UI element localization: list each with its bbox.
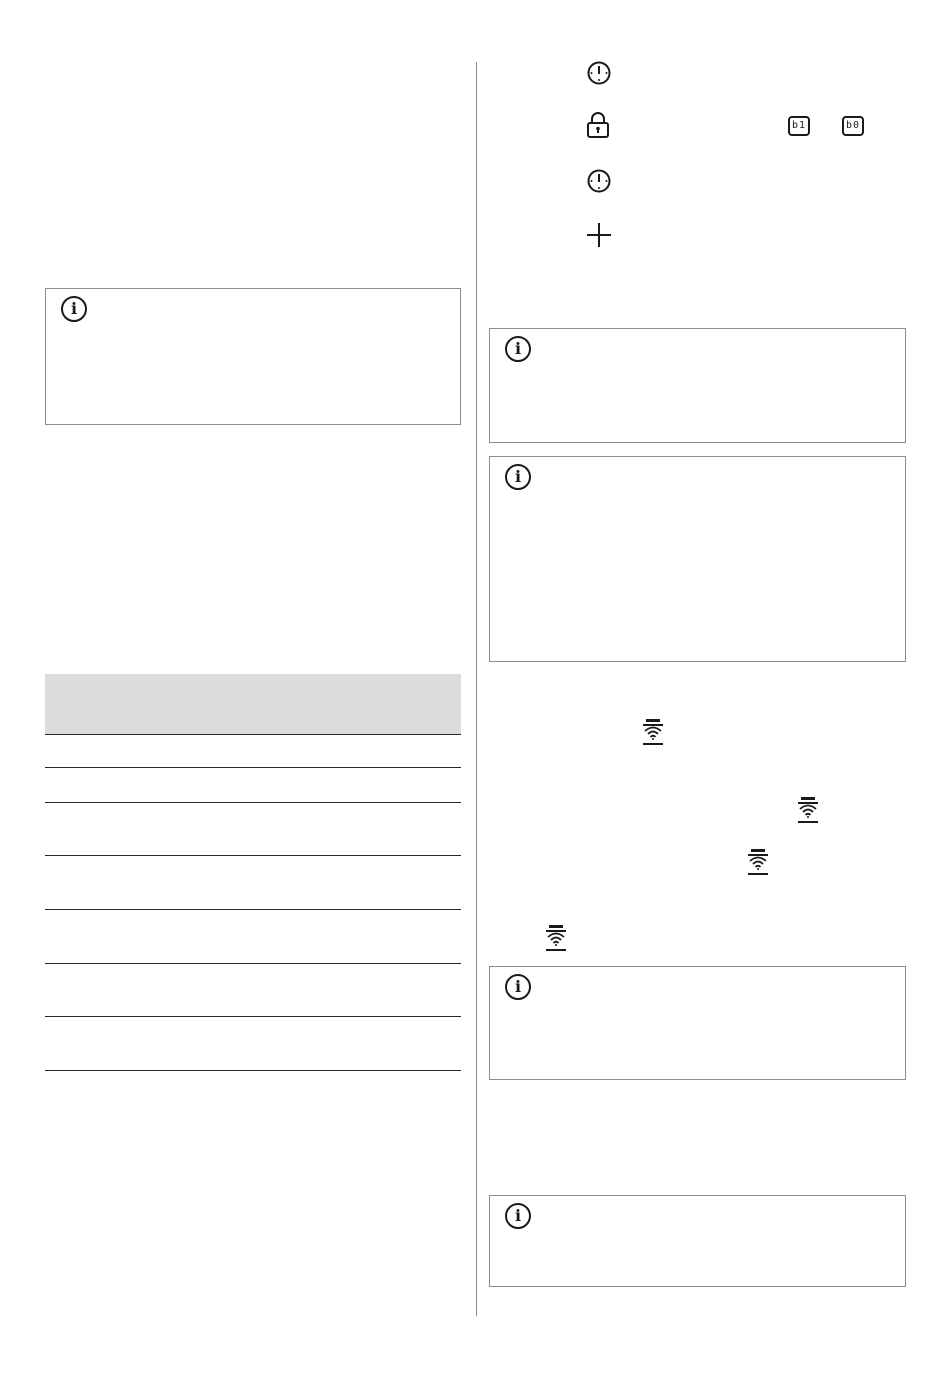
- display-code-b0: b0: [842, 116, 864, 136]
- hob2hood-wifi-icon: [544, 924, 568, 952]
- table-row-divider: [45, 734, 461, 735]
- info-icon: i: [505, 336, 531, 362]
- info-note-left: [45, 288, 461, 425]
- info-note-right-2: [489, 456, 906, 662]
- display-code-b1: b1: [788, 116, 810, 136]
- table-header: [45, 674, 461, 734]
- clock-timer-icon: [586, 168, 612, 194]
- clock-timer-icon: [586, 60, 612, 86]
- info-icon: i: [505, 974, 531, 1000]
- table-row-divider: [45, 1070, 461, 1071]
- info-icon: i: [505, 464, 531, 490]
- table-row-divider: [45, 909, 461, 910]
- hob2hood-wifi-icon: [746, 848, 770, 876]
- info-icon: i: [61, 296, 87, 322]
- info-note-right-3: [489, 966, 906, 1080]
- table-row-divider: [45, 963, 461, 964]
- table-row-divider: [45, 767, 461, 768]
- padlock-icon: [586, 112, 610, 140]
- table-row-divider: [45, 802, 461, 803]
- info-note-right-4: [489, 1195, 906, 1287]
- info-note-right-1: [489, 328, 906, 443]
- hob2hood-wifi-icon: [796, 796, 820, 824]
- table-row-divider: [45, 1016, 461, 1017]
- plus-icon: [586, 222, 612, 248]
- hob2hood-wifi-icon: [641, 718, 665, 746]
- column-divider: [476, 62, 477, 1316]
- info-icon: i: [505, 1203, 531, 1229]
- table-row-divider: [45, 855, 461, 856]
